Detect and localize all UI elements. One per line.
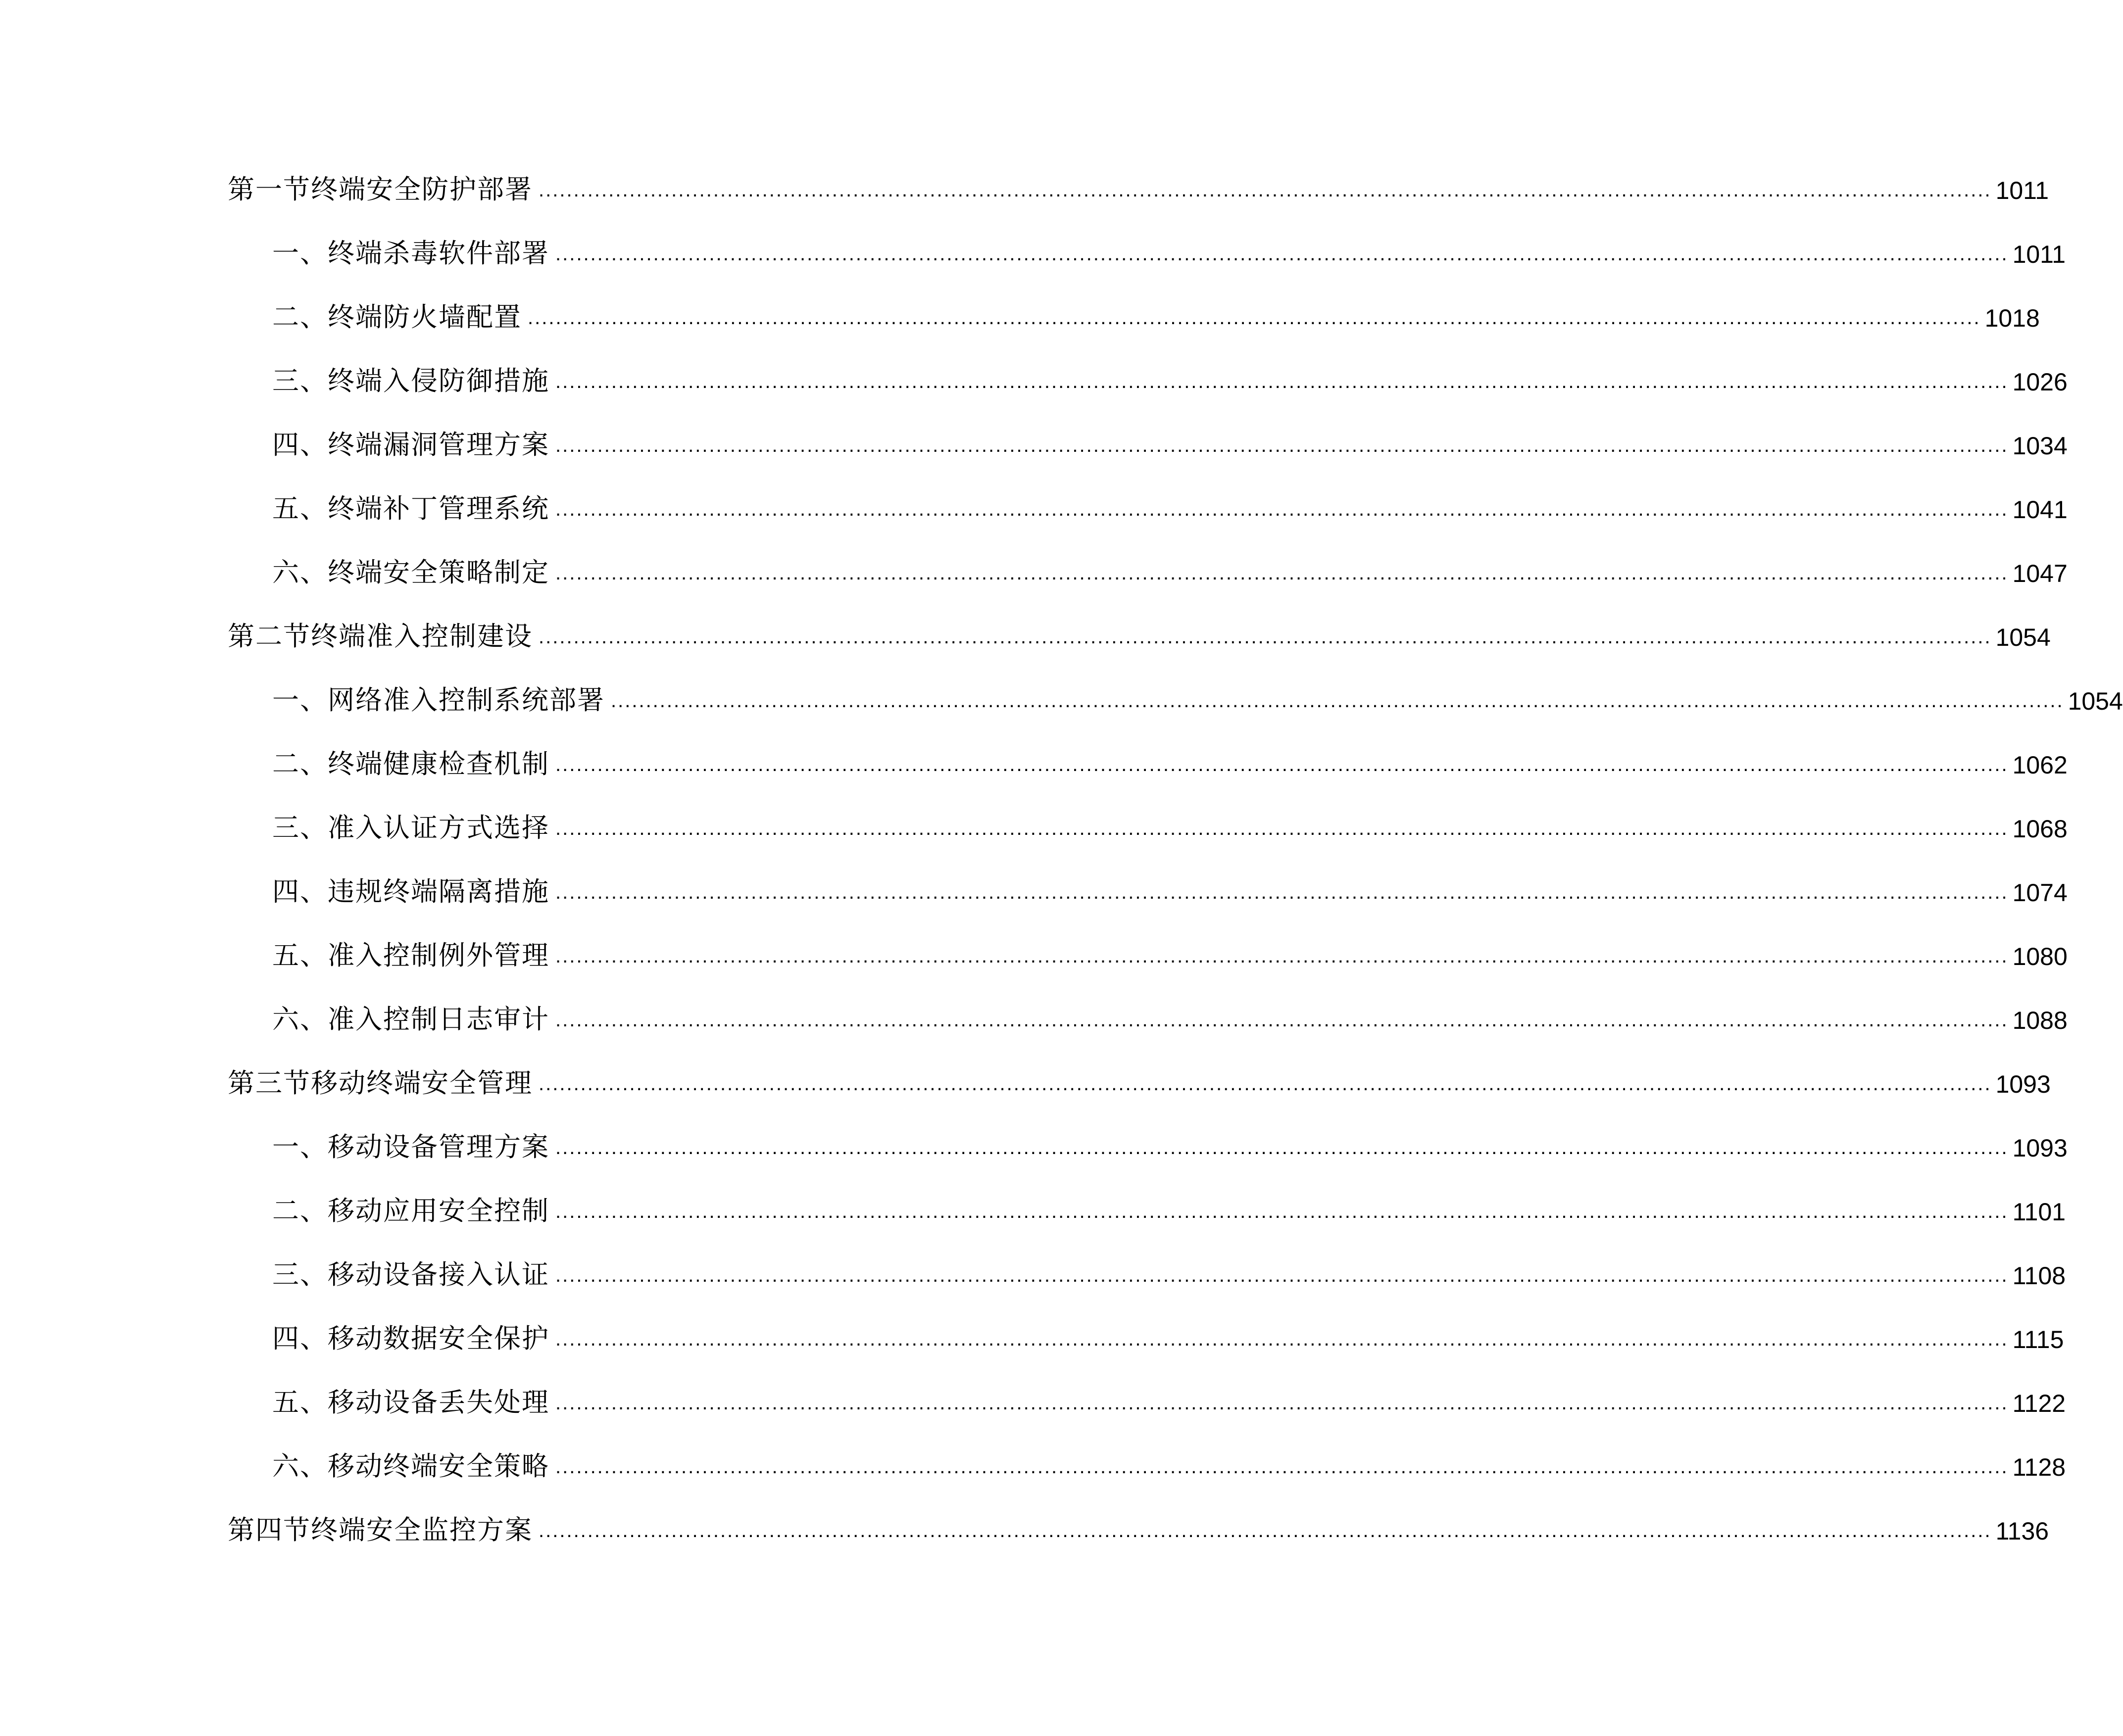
toc-entry-title: 六、终端安全策略制定 — [272, 557, 549, 588]
toc-page-number: 1093 — [2012, 1134, 2068, 1162]
toc-entry[interactable] — [272, 1366, 2066, 1418]
toc-page-number: 1018 — [1984, 304, 2040, 332]
toc-entry[interactable] — [272, 281, 2040, 333]
toc-page-number: 1068 — [2012, 815, 2068, 843]
toc-dot-leader: ................................................................................................................................................................................................................ — [555, 243, 2009, 265]
toc-entry-title: 二、终端防火墙配置 — [272, 301, 522, 333]
toc-entry[interactable] — [228, 600, 2051, 652]
toc-entry-title: 二、移动应用安全控制 — [272, 1195, 549, 1226]
toc-dot-leader: ................................................................................................................................................................................................................ — [539, 1073, 1992, 1095]
toc-entry[interactable] — [272, 856, 2068, 907]
toc-page-number: 1026 — [2012, 368, 2068, 396]
toc-entry[interactable] — [272, 536, 2068, 588]
toc-dot-leader: ................................................................................................................................................................................................................ — [539, 1520, 1992, 1542]
toc-page-number: 1080 — [2012, 943, 2068, 970]
toc-page-number: 1088 — [2012, 1007, 2068, 1034]
toc-dot-leader: ................................................................................................................................................................................................................ — [555, 1392, 2009, 1414]
toc-entry[interactable] — [272, 217, 2066, 269]
toc-page-number: 1047 — [2012, 560, 2068, 587]
toc-dot-leader: ................................................................................................................................................................................................................ — [555, 881, 2009, 903]
toc-dot-leader: ................................................................................................................................................................................................................ — [555, 371, 2009, 392]
toc-entry[interactable] — [272, 983, 2068, 1035]
toc-entry-title: 一、网络准入控制系统部署 — [272, 684, 605, 716]
toc-dot-leader: ................................................................................................................................................................................................................ — [555, 1201, 2009, 1222]
toc-page-number: 1054 — [1995, 624, 2051, 651]
toc-page-number: 1011 — [1995, 177, 2049, 204]
toc-dot-leader: ................................................................................................................................................................................................................ — [555, 1456, 2009, 1478]
toc-entry[interactable] — [272, 664, 2123, 716]
toc-entry[interactable] — [272, 919, 2068, 971]
toc-entry[interactable] — [272, 1239, 2066, 1290]
toc-entry-title: 一、移动设备管理方案 — [272, 1131, 549, 1162]
toc-entry[interactable] — [272, 1175, 2066, 1226]
toc-page-number: 1074 — [2012, 879, 2068, 907]
toc-entry-title: 五、移动设备丢失处理 — [272, 1387, 549, 1418]
toc-entry-title: 第三节移动终端安全管理 — [228, 1067, 533, 1099]
toc-dot-leader: ................................................................................................................................................................................................................ — [555, 945, 2009, 967]
toc-entry-title: 第一节终端安全防护部署 — [228, 174, 533, 205]
toc-entry[interactable] — [272, 409, 2068, 460]
toc-entry-title: 五、准入控制例外管理 — [272, 940, 549, 971]
toc-page-number: 1122 — [2012, 1390, 2066, 1417]
toc-page-number: 1093 — [1995, 1070, 2051, 1098]
toc-entry-title: 第四节终端安全监控方案 — [228, 1514, 533, 1545]
toc-entry[interactable] — [272, 473, 2068, 524]
toc-page-number: 1128 — [2012, 1453, 2066, 1481]
toc-page-number: 1054 — [2068, 687, 2123, 715]
toc-entry-title: 四、违规终端隔离措施 — [272, 876, 549, 907]
toc-dot-leader: ................................................................................................................................................................................................................ — [539, 179, 1992, 201]
toc-entry[interactable] — [272, 1430, 2066, 1482]
toc-dot-leader: ................................................................................................................................................................................................................ — [555, 1009, 2009, 1031]
toc-entry[interactable] — [228, 1047, 2051, 1099]
toc-entry-title: 六、准入控制日志审计 — [272, 1004, 549, 1035]
toc-entry-title: 六、移动终端安全策略 — [272, 1450, 549, 1482]
toc-entry[interactable] — [272, 728, 2068, 779]
toc-dot-leader: ................................................................................................................................................................................................................ — [555, 754, 2009, 775]
toc-entry[interactable] — [228, 1494, 2049, 1545]
toc-dot-leader: ................................................................................................................................................................................................................ — [555, 1328, 2009, 1350]
toc-entry[interactable] — [228, 153, 2049, 205]
toc-entry[interactable] — [272, 792, 2068, 843]
toc-entry-title: 三、准入认证方式选择 — [272, 812, 549, 843]
toc-page-number: 1101 — [2012, 1198, 2066, 1226]
toc-entry-title: 三、移动设备接入认证 — [272, 1259, 549, 1290]
toc-page-number: 1062 — [2012, 751, 2068, 779]
toc-entry-title: 一、终端杀毒软件部署 — [272, 238, 549, 269]
toc-page-number: 1136 — [1995, 1517, 2049, 1545]
toc-dot-leader: ................................................................................................................................................................................................................ — [555, 434, 2009, 456]
toc-entry-title: 五、终端补丁管理系统 — [272, 493, 549, 524]
toc-entry[interactable] — [272, 1302, 2064, 1354]
toc-entry-title: 四、终端漏洞管理方案 — [272, 429, 549, 460]
toc-dot-leader: ................................................................................................................................................................................................................ — [555, 562, 2009, 584]
toc-page-number: 1115 — [2012, 1326, 2064, 1353]
toc-entry-title: 二、终端健康检查机制 — [272, 748, 549, 779]
toc-dot-leader: ................................................................................................................................................................................................................ — [611, 690, 2064, 712]
toc-dot-leader: ................................................................................................................................................................................................................ — [555, 1264, 2009, 1286]
toc-page-number: 1034 — [2012, 432, 2068, 460]
toc-entry[interactable] — [272, 345, 2068, 396]
toc-entry-title: 三、终端入侵防御措施 — [272, 365, 549, 396]
toc-entry-title: 第二节终端准入控制建设 — [228, 621, 533, 652]
toc-dot-leader: ................................................................................................................................................................................................................ — [528, 307, 1981, 329]
toc-page-number: 1108 — [2012, 1262, 2066, 1290]
toc-dot-leader: ................................................................................................................................................................................................................ — [555, 498, 2009, 520]
toc-dot-leader: ................................................................................................................................................................................................................ — [555, 1137, 2009, 1158]
toc-entry[interactable] — [272, 1111, 2068, 1162]
toc-dot-leader: ................................................................................................................................................................................................................ — [539, 626, 1992, 648]
toc-dot-leader: ................................................................................................................................................................................................................ — [555, 818, 2009, 839]
toc-entry-title: 四、移动数据安全保护 — [272, 1323, 549, 1354]
toc-page-number: 1041 — [2012, 496, 2068, 524]
toc-page-number: 1011 — [2012, 241, 2066, 268]
